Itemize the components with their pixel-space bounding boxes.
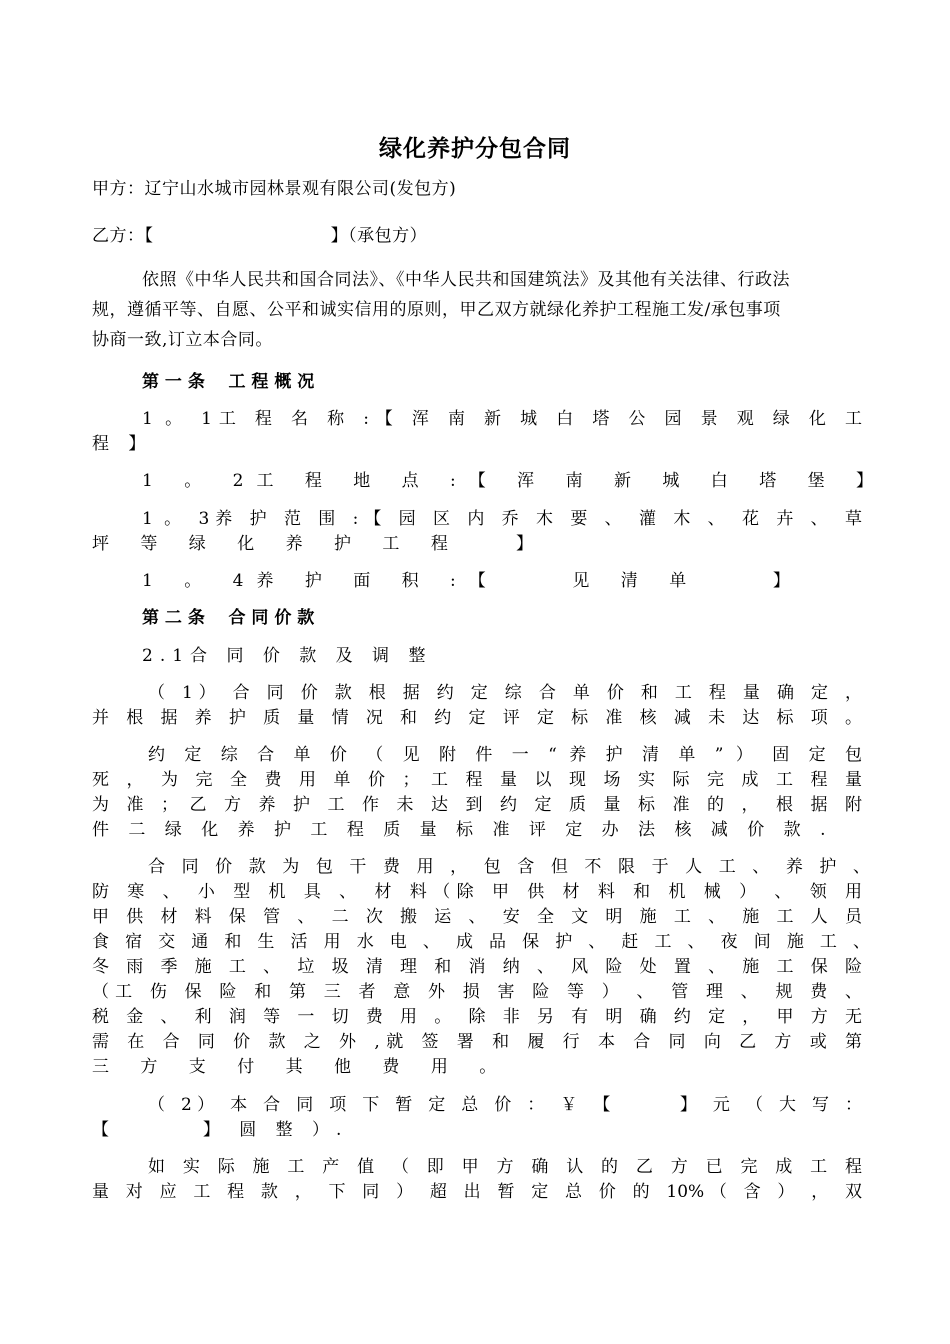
provisional-total-line-2: 【 】 圆 整 ）. <box>92 1120 349 1140</box>
price-scope-line-1: 合 同 价 款 为 包 干 费 用 ， 包 含 但 不 限 于 人 工 、 养 护 、 <box>148 857 870 877</box>
article-1-item-3-cont: 坪 等 绿 化 养 护 工 程 】 <box>92 534 547 554</box>
price-scope-line-4: 食 宿 交 通 和 生 活 用 水 电 、 成 品 保 护 、 赶 工 、 夜 间 施 工 、 <box>92 932 870 952</box>
intro-line-1: 依照《中华人民共和国合同法》、《中华人民共和国建筑法》及其他有关法律、行政法 <box>142 270 790 290</box>
overrun-line-2: 量 对 应 工 程 款 ， 下 同 ） 超 出 暂 定 总 价 的 10%（ 含 ） ， 双 <box>92 1182 862 1202</box>
unit-price-line-2: 死 ， 为 完 全 费 用 单 价 ； 工 程 量 以 现 场 实 际 完 成 工 程 量 <box>92 770 862 790</box>
overrun-line-1: 如 实 际 施 工 产 值 （ 即 甲 方 确 认 的 乙 方 已 完 成 工 程 <box>148 1157 862 1177</box>
unit-price-line-1: 约 定 综 合 单 价 （ 见 附 件 一 “ 养 护 清 单 ” ） 固 定 包 <box>148 745 862 765</box>
article-2-subheading: 2.1合 同 价 款 及 调 整 <box>142 646 433 666</box>
price-scope-line-8: 需 在 合 同 价 款 之 外 ,就 签 署 和 履 行 本 合 同 向 乙 方 或 第 <box>92 1032 862 1052</box>
article-1-heading: 第 一 条 工 程 概 况 <box>142 372 315 392</box>
article-1-item-3: 1 。 3养 护 范 围 :【 园 区 内 乔 木 要 、 灌 木 、 花 卉 、 草 <box>142 509 862 529</box>
price-scope-line-3: 甲 供 材 料 保 管 、 二 次 搬 运 、 安 全 文 明 施 工 、 施 工 人 员 <box>92 907 862 927</box>
article-1-item-2: 1 。 2工 程 地 点 :【 浑 南 新 城 白 塔 堡 】 <box>142 471 887 491</box>
article-1-item-1-cont: 程 】 <box>92 434 153 454</box>
intro-line-3: 协商一致,订立本合同。 <box>92 330 273 350</box>
price-scope-line-2: 防 寒 、 小 型 机 具 、 材 料（除 甲 供 材 料 和 机 械 ） 、 领 用 <box>92 882 862 902</box>
article-1-item-1: 1 。 1工 程 名 称 :【 浑 南 新 城 白 塔 公 园 景 观 绿 化 工 <box>142 409 862 429</box>
unit-price-line-3: 为 准 ； 乙 方 养 护 工 作 未 达 到 约 定 质 量 标 准 的 ， 根 据 附 <box>92 795 862 815</box>
intro-line-2: 规，遵循平等、自愿、公平和诚实信用的原则，甲乙双方就绿化养护工程施工发/承包事项 <box>92 300 781 320</box>
unit-price-line-4: 件 二 绿 化 养 护 工 程 质 量 标 准 评 定 办 法 核 减 价 款 . <box>92 820 833 840</box>
price-scope-line-5: 冬 雨 季 施 工 、 垃 圾 清 理 和 消 纳 、 风 险 处 置 、 施 工 保 险 <box>92 957 862 977</box>
article-1-item-4: 1 。 4养 护 面 积 :【 见 清 单 】 <box>142 571 803 591</box>
party-b-line: 乙方：【 】（承包方） <box>92 226 428 246</box>
price-scope-line-6: （工 伤 保 险 和 第 三 者 意 外 损 害 险 等 ） 、 管 理 、 规 费 、 <box>92 982 862 1002</box>
document-title: 绿化养护分包合同 <box>379 136 571 162</box>
price-scope-line-7: 税 金 、 利 润 等 一 切 费 用 。 除 非 另 有 明 确 约 定 ， 甲 方 无 <box>92 1007 862 1027</box>
price-scope-line-9: 三 方 支 付 其 他 费 用 。 <box>92 1057 510 1077</box>
party-a-line: 甲方：辽宁山水城市园林景观有限公司(发包方) <box>92 179 457 199</box>
provisional-total-line-1: （ 2） 本 合 同 项 下 暂 定 总 价 ： ￥ 【 】 元 （ 大 写 ： <box>148 1095 862 1115</box>
clause-1-line-1: （ 1） 合 同 价 款 根 据 约 定 综 合 单 价 和 工 程 量 确 定 ， <box>148 683 862 703</box>
clause-1-line-2: 并 根 据 养 护 质 量 情 况 和 约 定 评 定 标 准 核 减 未 达 标 项 。 <box>92 708 862 728</box>
article-2-heading: 第 二 条 合 同 价 款 <box>142 608 315 628</box>
